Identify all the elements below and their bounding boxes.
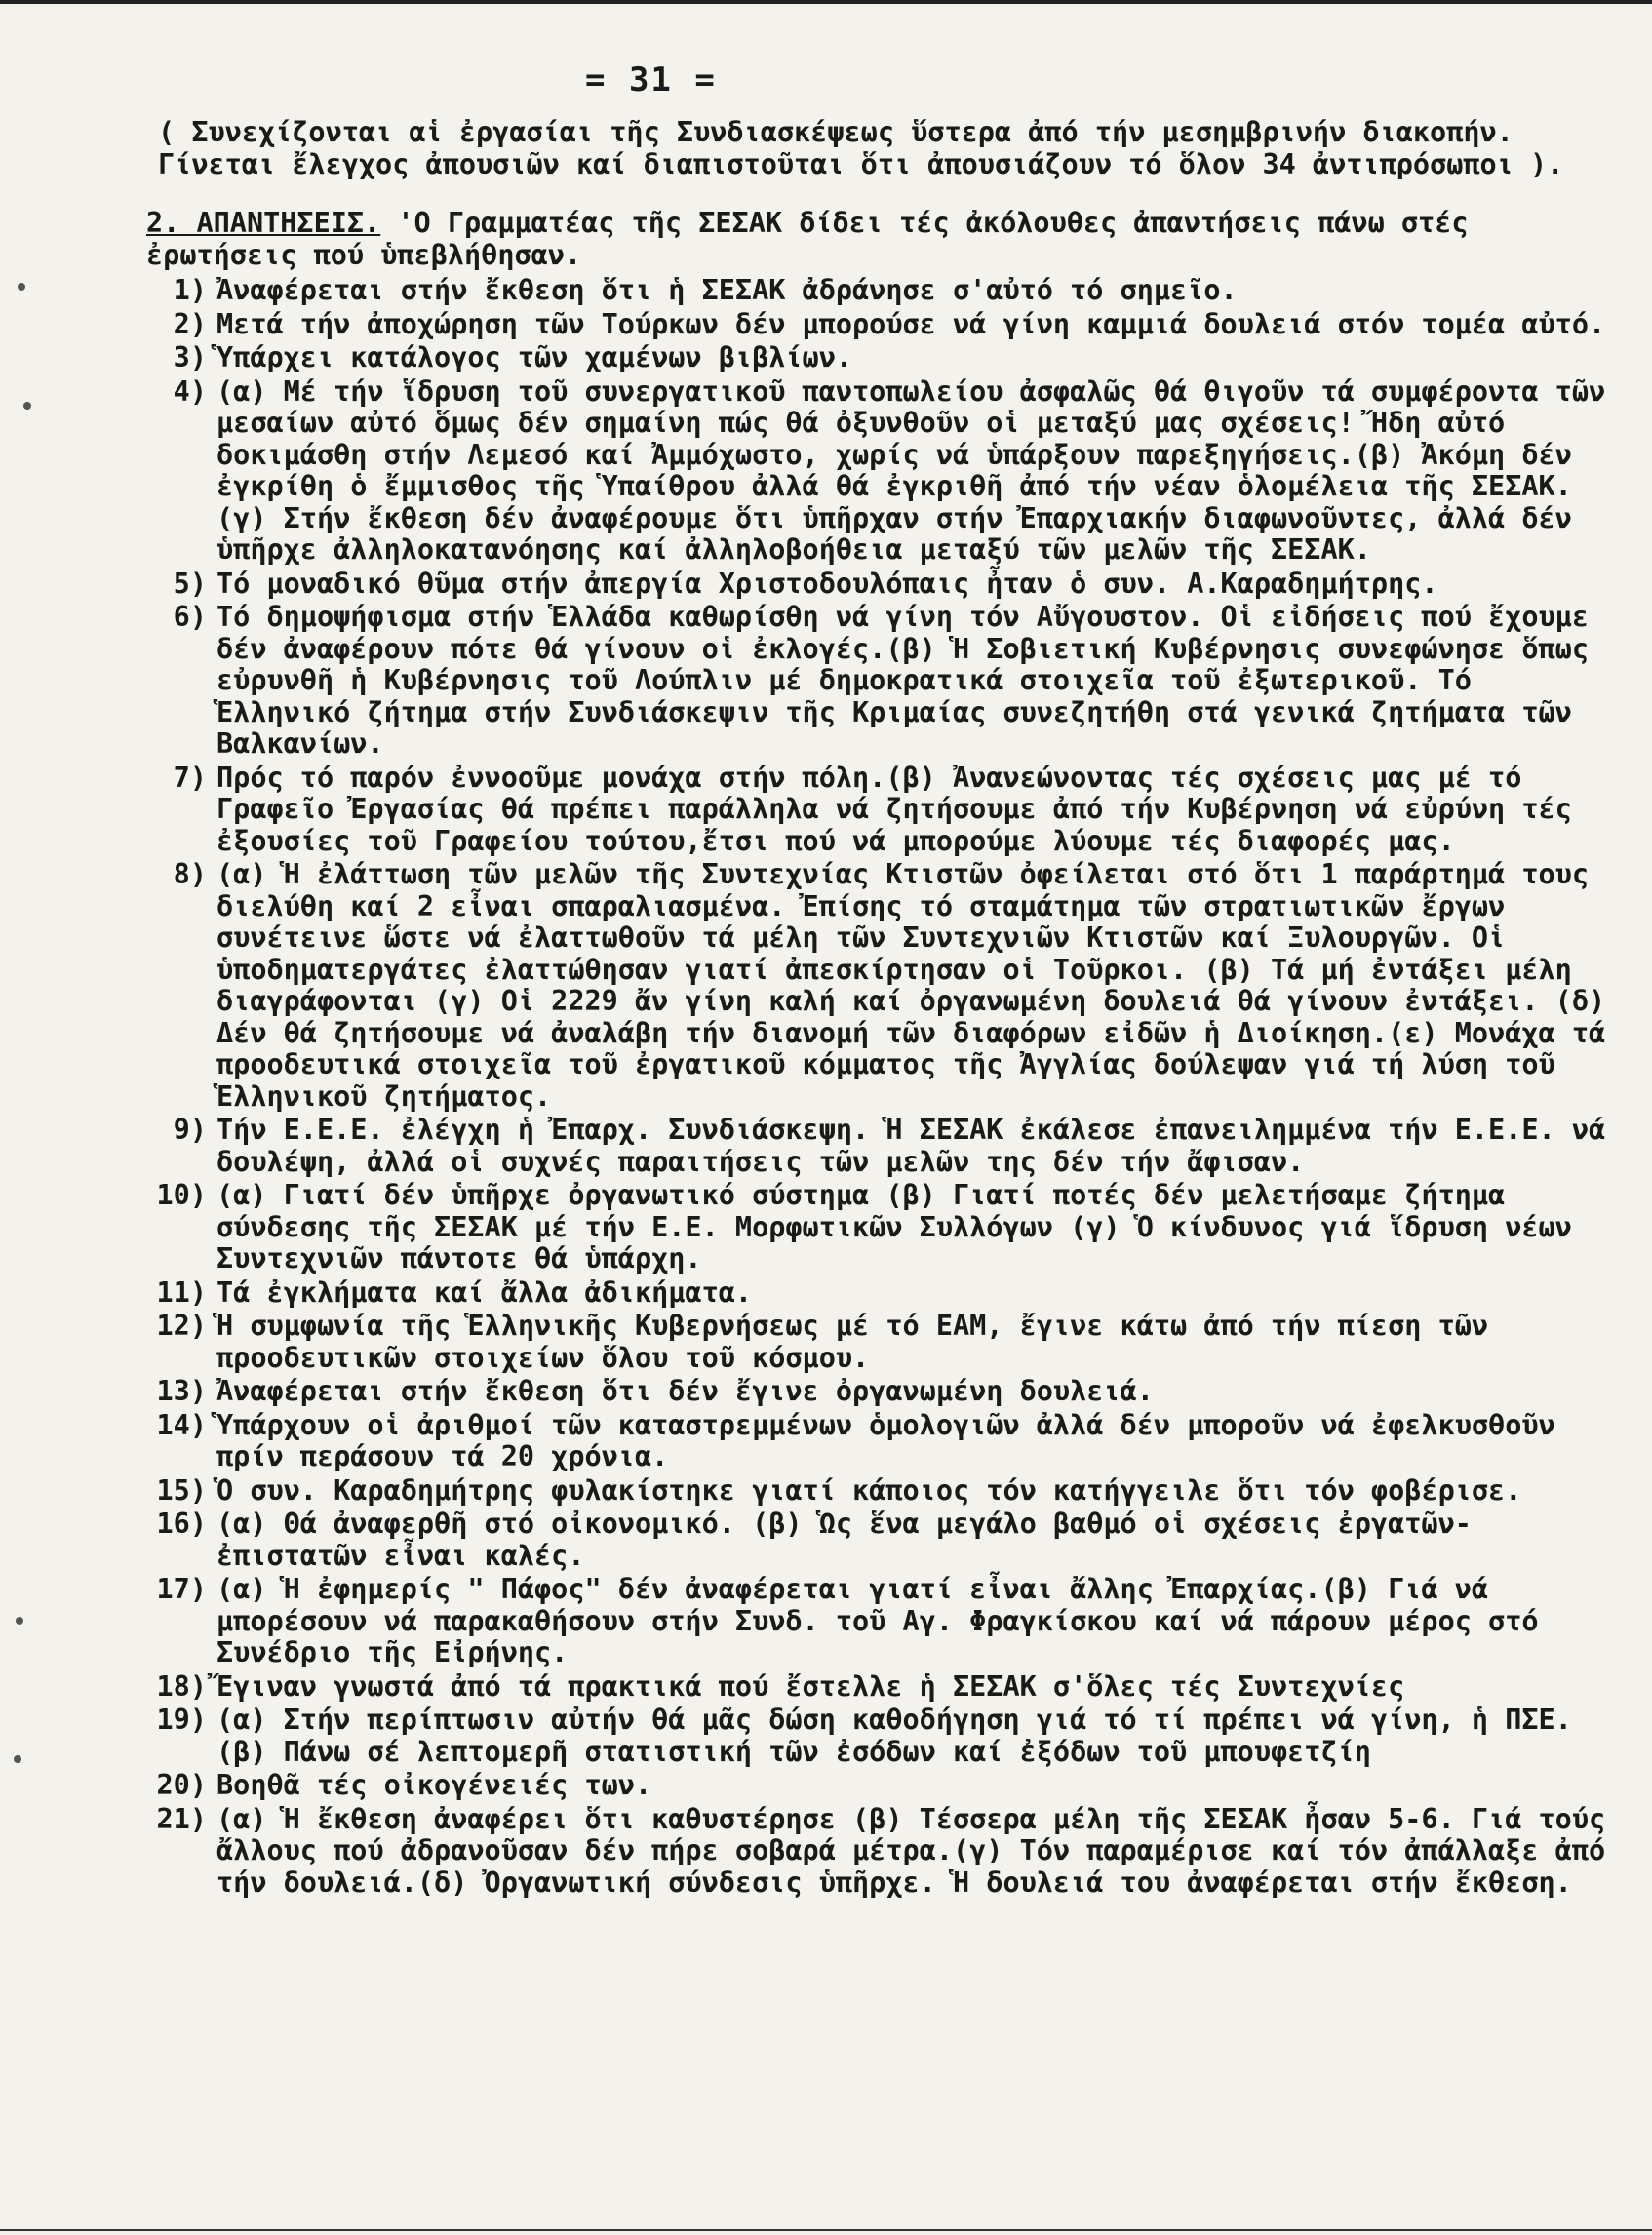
answer-text: Βοηθᾶ τές οἰκογένειές των. xyxy=(216,1769,652,1801)
answer-number: 3) xyxy=(173,341,207,373)
punch-hole-mark xyxy=(16,1617,23,1625)
answer-number: 2) xyxy=(173,307,207,340)
punch-hole-mark xyxy=(14,1755,21,1763)
answer-text: Τό δημοψήφισμα στήν Ἑλλάδα καθωρίσθη νά γίνη τόν Αὔγουστον. Οἱ εἰδήσεις πού ἔχουμε δέν ἀναφέρουν πότε θά γίνουν οἱ ἐκλογές.(β) Ἡ Σοβιετική Κυβέρνησις συνεφώνησε ὅπως εὐρυνθῆ ἡ Κυβέρνησις τοῦ Λούπλιν μέ δημοκρατικά στοιχεῖα τοῦ ἐξωτερικοῦ. Τό Ἑλληνικό ζήτημα στήν Συνδιάσκεψιν τῆς Κριμαίας συνεζητήθη στά γενικά ζητήματα τῶν Βαλκανίων. xyxy=(216,601,1589,760)
answer-number: 6) xyxy=(173,601,207,633)
answer-item xyxy=(146,1180,1619,1275)
answer-text: Ἀναφέρεται στήν ἔκθεση ὅτι δέν ἔγινε ὀργανωμένη δουλειά. xyxy=(216,1375,1154,1407)
answer-text: Τό μοναδικό θῦμα στήν ἀπεργία Χριστοδουλόπαις ἦταν ὁ συν. Α.Καραδημήτρης. xyxy=(216,567,1438,600)
answer-text: (α) Στήν περίπτωσιν αὐτήν θά μᾶς δώση καθοδήγηση γιά τό τί πρέπει νά γίνη, ἡ ΠΣΕ. (β) Πάνω σέ λεπτομερῆ στατιστική τῶν ἐσόδων καί ἐξόδων τοῦ μπουφετζίη xyxy=(216,1704,1572,1768)
section-heading-text: 'Ο Γραμματέας τῆς ΣΕΣΑΚ δίδει τές ἀκόλουθες ἀπαντήσεις πάνω στές ἐρωτήσεις πού ὑπεβλήθησαν. xyxy=(146,207,1469,271)
answer-number: 13) xyxy=(156,1375,207,1407)
answer-item xyxy=(146,1705,1619,1768)
answer-text: (α) Ἡ ἐλάττωση τῶν μελῶν τῆς Συντεχνίας Κτιστῶν ὀφείλεται στό ὅτι 1 παράρτημά τους διελύθη καί 2 εἶναι σπαραλιασμένα. Ἐπίσης τό σταμάτημα τῶν στρατιωτικῶν ἔργων συνέτεινε ὥστε νά ἐλαττωθοῦν τά μέλη τῶν Συντεχνιῶν Κτιστῶν καί Ξυλουργῶν. Οἱ ὑποδηματεργάτες ἐλαττώθησαν γιατί ἀπεσκίρτησαν οἱ Τοῦρκοι. (β) Τά μή ἐντάξει μέλη διαγράφονται (γ) Οἱ 2229 ἄν γίνη καλή καί ὀργανωμένη δουλειά θά γίνουν ἐντάξει. (δ) Δέν θά ζητήσουμε νά ἀναλάβη τήν διανομή τῶν διαφόρων εἰδῶν ἡ Διοίκηση.(ε) Μονάχα τά προοδευτικά στοιχεῖα τοῦ ἐργατικοῦ κόμματος τῆς Ἀγγλίας δούλεψαν γιά τή λύση τοῦ Ἑλληνικοῦ ζητήματος. xyxy=(216,858,1606,1113)
answer-text: Ἡ συμφωνία τῆς Ἑλληνικῆς Κυβερνήσεως μέ τό ΕΑΜ, ἔγινε κάτω ἀπό τήν πίεση τῶν προοδευτικῶν στοιχείων ὅλου τοῦ κόσμου. xyxy=(216,1310,1489,1374)
answer-item xyxy=(146,1376,1619,1408)
answer-text: Ὑπάρχει κατάλογος τῶν χαμένων βιβλίων. xyxy=(216,341,853,373)
section-heading: 2. ΑΠΑΝΤΗΣΕΙΣ. xyxy=(146,207,381,239)
answer-item xyxy=(146,602,1619,761)
answer-number: 8) xyxy=(173,858,207,890)
answer-number: 14) xyxy=(156,1408,207,1441)
page-number: = 31 = xyxy=(585,60,717,99)
answer-text: (α) Γιατί δέν ὑπῆρχε ὀργανωτικό σύστημα (β) Γιατί ποτές δέν μελετήσαμε ζήτημα σύνδεσης τῆς ΣΕΣΑΚ μέ τήν Ε.Ε. Μορφωτικῶν Συλλόγων (γ) Ὁ κίνδυνος γιά ἵδρυση νέων Συντεχνιῶν πάντοτε θά ὑπάρχη. xyxy=(216,1179,1572,1274)
top-edge-rule xyxy=(0,0,1652,4)
answer-text: Ὑπάρχουν οἱ ἀριθμοί τῶν καταστρεμμένων ὁμολογιῶν ἀλλά δέν μποροῦν νά ἐφελκυσθοῦν πρίν περάσουν τά 20 χρόνια. xyxy=(216,1408,1555,1472)
answer-text: Τήν Ε.Ε.Ε. ἐλέγχη ἡ Ἐπαρχ. Συνδιάσκεψη. Ἡ ΣΕΣΑΚ ἐκάλεσε ἐπανειλημμένα τήν Ε.Ε.Ε. νά δουλέψη, ἀλλά οἱ συχνές παραιτήσεις τῶν μελῶν της δέν τήν ἄφισαν. xyxy=(216,1114,1606,1178)
answer-item xyxy=(146,1671,1619,1704)
answer-number: 10) xyxy=(156,1179,207,1211)
answer-item xyxy=(146,569,1619,601)
answer-item xyxy=(146,1475,1619,1508)
answer-number: 11) xyxy=(156,1275,207,1309)
session-note: ( Συνεχίζονται αἱ ἐργασίαι τῆς Συνδιασκέψεως ὕστερα ἀπό τήν μεσημβρινήν διακοπήν. Γίνεται ἔλεγχος ἀπουσιῶν καί διαπιστοῦται ὅτι ἀπουσιάζουν τό ὅλον 34 ἀντιπρόσωποι ). xyxy=(158,116,1564,180)
answer-text: Ἔγιναν γνωστά ἀπό τά πρακτικά πού ἔστελλε ἡ ΣΕΣΑΚ σ'ὅλες τές Συντεχνίες xyxy=(216,1669,1405,1703)
answer-item xyxy=(146,1804,1619,1900)
answer-item xyxy=(146,376,1619,567)
answer-text: Ἀναφέρεται στήν ἔκθεση ὅτι ἡ ΣΕΣΑΚ ἀδράνησε σ'αὐτό τό σημεῖο. xyxy=(216,274,1238,306)
answer-item xyxy=(146,1115,1619,1178)
answer-text: (α) Μέ τήν ἵδρυση τοῦ συνεργατικοῦ παντοπωλείου ἀσφαλῶς θά θιγοῦν τά συμφέροντα τῶν μεσαίων αὐτό ὅμως δέν σημαίνη πώς θά ὀξυνθοῦν οἱ μεταξύ μας σχέσεις! Ἤδη αὐτό δοκιμάσθη στήν Λεμεσό καί Ἀμμόχωστο, χωρίς νά ὑπάρξουν παρεξηγήσεις.(β) Ἀκόμη δέν ἐγκρίθη ὁ ἔμμισθος τῆς Ὑπαίθρου ἀλλά θά ἐγκριθῆ ἀπό τήν νέαν ὁλομέλεια τῆς ΣΕΣΑΚ. (γ) Στήν ἔκθεση δέν ἀναφέρουμε ὅτι ὑπῆρχαν στήν Ἐπαρχιακήν διαφωνοῦντες, ἀλλά δέν ὑπῆρχε ἀλληλοκατανόησης καί ἀλληλοβοήθεια μεταξύ τῶν μελῶν τῆς ΣΕΣΑΚ. xyxy=(216,374,1606,566)
answer-number: 12) xyxy=(156,1310,207,1342)
answer-number: 1) xyxy=(173,274,207,306)
punch-hole-mark xyxy=(23,402,31,410)
document-body xyxy=(146,117,1619,1901)
answer-item xyxy=(146,309,1619,341)
answer-number: 19) xyxy=(156,1704,207,1736)
answer-number: 21) xyxy=(156,1802,207,1835)
answer-item xyxy=(146,342,1619,374)
answer-text: Μετά τήν ἀποχώρηση τῶν Τούρκων δέν μπορούσε νά γίνη καμμιά δουλειά στόν τομέα αὐτό. xyxy=(216,307,1606,340)
answers-section-intro xyxy=(146,208,1619,271)
answer-item xyxy=(146,1410,1619,1473)
answer-number: 9) xyxy=(173,1114,207,1146)
answer-number: 4) xyxy=(173,374,207,408)
answer-text: Τά ἐγκλήματα καί ἄλλα ἀδικήματα. xyxy=(216,1275,753,1309)
answer-item xyxy=(146,859,1619,1113)
answer-number: 16) xyxy=(156,1508,207,1540)
answer-item xyxy=(146,1574,1619,1669)
answer-item xyxy=(146,1311,1619,1374)
answer-text: (α) Θά ἀναφερθῆ στό οἰκονομικό. (β) Ὡς ἕνα μεγάλο βαθμό οἱ σχέσεις ἐργατῶν-ἐπιστατῶν εἶναι καλές. xyxy=(216,1508,1472,1572)
answer-number: 7) xyxy=(173,761,207,794)
answer-item xyxy=(146,763,1619,858)
answer-text: Ὁ συν. Καραδημήτρης φυλακίστηκε γιατί κάποιος τόν κατήγγειλε ὅτι τόν φοβέρισε. xyxy=(216,1473,1522,1507)
answer-item xyxy=(146,1277,1619,1310)
answer-number: 5) xyxy=(173,567,207,600)
answer-number: 20) xyxy=(156,1769,207,1801)
answer-text: Πρός τό παρόν ἐννοοῦμε μονάχα στήν πόλη.(β) Ἀνανεώνοντας τές σχέσεις μας μέ τό Γραφεῖο Ἐργασίας θά πρέπει παράλληλα νά ζητήσουμε ἀπό τήν Κυβέρνηση νά εὐρύνη τές ἐξουσίες τοῦ Γραφείου τούτου,ἔτσι πού νά μπορούμε λύουμε τές διαφορές μας. xyxy=(216,761,1572,857)
answer-item xyxy=(146,1509,1619,1572)
answer-item xyxy=(146,275,1619,307)
answer-number: 15) xyxy=(156,1473,207,1507)
bottom-edge-rule xyxy=(0,2229,1652,2231)
answer-text: (α) Ἡ ἐφημερίς " Πάφος" δέν ἀναφέρεται γιατί εἶναι ἄλλης Ἐπαρχίας.(β) Γιά νά μπορέσουν νά παρακαθήσουν στήν Συνδ. τοῦ Αγ. Φραγκίσκου καί νά πάρουν μέρος στό Συνέδριο τῆς Εἰρήνης. xyxy=(216,1573,1539,1668)
answers-list xyxy=(146,275,1619,1899)
answer-text: (α) Ἡ ἔκθεση ἀναφέρει ὅτι καθυστέρησε (β) Τέσσερα μέλη τῆς ΣΕΣΑΚ ἦσαν 5-6. Γιά τούς ἄλλους πού ἀδρανοῦσαν δέν πήρε σοβαρά μέτρα.(γ) Τόν παραμέρισε καί τόν ἀπάλλαξε ἀπό τήν δουλειά.(δ) Ὀργανωτική σύνδεσις ὑπῆρχε. Ἡ δουλειά του ἀναφέρεται στήν ἔκθεση. xyxy=(216,1802,1606,1899)
answer-number: 18) xyxy=(156,1669,207,1703)
answer-number: 17) xyxy=(156,1573,207,1605)
punch-hole-mark xyxy=(18,283,25,291)
answer-item xyxy=(146,1770,1619,1802)
